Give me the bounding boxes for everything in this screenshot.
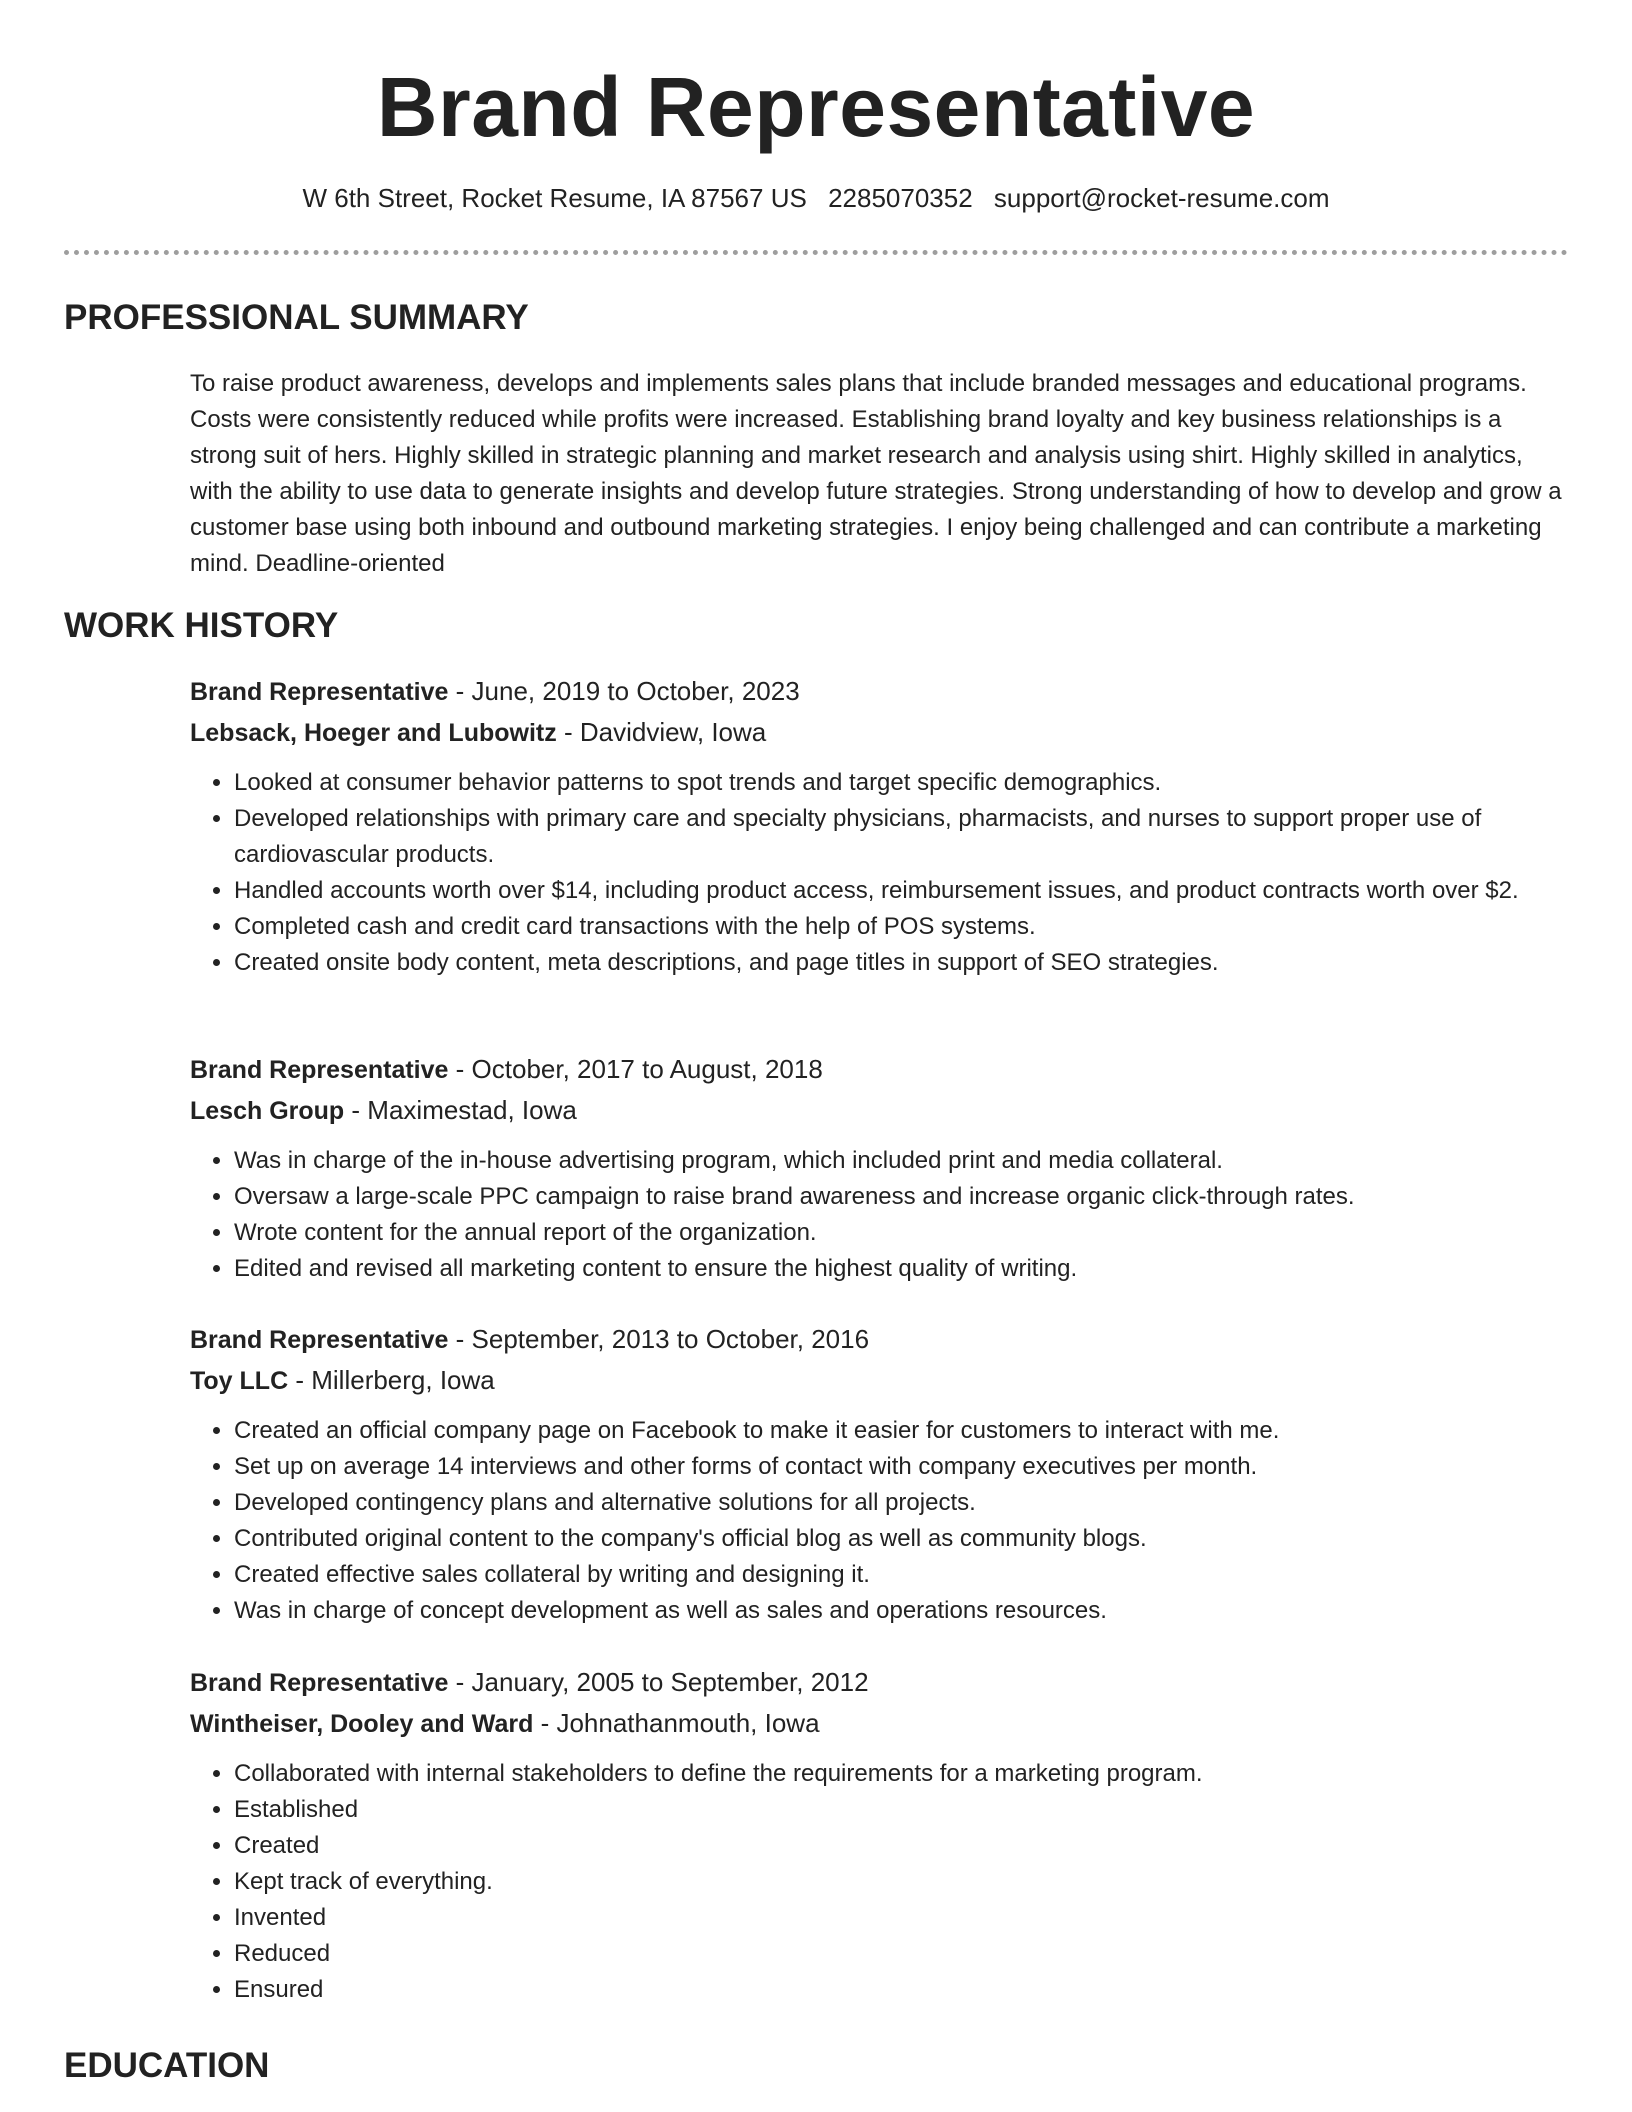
job-title: Brand Representative (190, 1326, 449, 1354)
job-bullet: • Looked at consumer behavior patterns to spot trends and target specific demographics. (234, 765, 1570, 801)
job-bullet-list (190, 1143, 1570, 1287)
job-bullet: • Was in charge of concept development as well as sales and operations resources. (234, 1593, 1570, 1629)
job-bullet: • Completed cash and credit card transactions with the help of POS systems. (234, 909, 1570, 945)
contact-address: W 6th Street, Rocket Resume, IA 87567 US (302, 183, 807, 213)
job-bullet: • Collaborated with internal stakeholders to define the requirements for a marketing program. (234, 1756, 1570, 1792)
job-entry (190, 671, 1570, 981)
job-company-line (190, 1090, 1570, 1131)
job-bullet-list (190, 1413, 1570, 1629)
job-bullet: • Contributed original content to the company's official blog as well as community blogs. (234, 1521, 1570, 1557)
job-company: Lebsack, Hoeger and Lubowitz (190, 719, 557, 747)
job-bullet: • Reduced (234, 1936, 1570, 1972)
job-location: - Johnathanmouth, Iowa (533, 1708, 820, 1738)
job-company-line (190, 1703, 1570, 1744)
resume-name-heading: Brand Representative (376, 60, 1256, 154)
job-entry (190, 1319, 1570, 1629)
job-title-line (190, 671, 1570, 712)
job-dates: - October, 2017 to August, 2018 (448, 1054, 823, 1084)
job-bullet: • Ensured (234, 1972, 1570, 2008)
job-entry (190, 1662, 1570, 2008)
job-bullet-list (190, 765, 1570, 981)
job-title: Brand Representative (190, 1669, 449, 1697)
job-bullet: • Established (234, 1792, 1570, 1828)
job-company-line (190, 712, 1570, 753)
job-location: - Millerberg, Iowa (288, 1365, 495, 1395)
job-bullet: • Was in charge of the in-house advertising program, which included print and media collateral. (234, 1143, 1570, 1179)
work-history-section-title: WORK HISTORY (64, 606, 339, 645)
contact-phone: 2285070352 (828, 183, 973, 213)
job-bullet: • Wrote content for the annual report of the organization. (234, 1215, 1570, 1251)
job-title-line (190, 1049, 1570, 1090)
summary-text: To raise product awareness, develops and implements sales plans that include branded messages and educational programs. Costs were consistently reduced while profits were increased. Establishing brand loyalty and key business relationships is a strong suit of hers. Highly skilled in strategic planning and market research and analysis using shirt. Highly skilled in analytics, with the ability to use data to generate insights and develop future strategies. Strong understanding of how to develop and grow a customer base using both inbound and outbound marketing strategies. I enjoy being challenged and can contribute a marketing mind. Deadline-oriented (190, 370, 1562, 577)
job-company: Lesch Group (190, 1097, 345, 1125)
job-location: - Maximestad, Iowa (344, 1095, 577, 1125)
job-bullet: • Oversaw a large-scale PPC campaign to raise brand awareness and increase organic click-through rates. (234, 1179, 1570, 1215)
job-bullet-list (190, 1756, 1570, 2008)
job-dates: - June, 2019 to October, 2023 (448, 676, 800, 706)
job-bullet: • Created effective sales collateral by writing and designing it. (234, 1557, 1570, 1593)
job-location: - Davidview, Iowa (556, 717, 767, 747)
job-title: Brand Representative (190, 1056, 449, 1084)
contact-line (0, 180, 1632, 216)
job-bullet: • Created (234, 1828, 1570, 1864)
job-bullet: • Set up on average 14 interviews and other forms of contact with company executives per month. (234, 1449, 1570, 1485)
job-bullet: • Handled accounts worth over $14, including product access, reimbursement issues, and product contracts worth over $2. (234, 873, 1570, 909)
job-bullet: • Kept track of everything. (234, 1864, 1570, 1900)
summary-section-title: PROFESSIONAL SUMMARY (64, 298, 529, 337)
job-bullet: • Created onsite body content, meta descriptions, and page titles in support of SEO strategies. (234, 945, 1570, 981)
job-title: Brand Representative (190, 678, 449, 706)
job-bullet: • Edited and revised all marketing content to ensure the highest quality of writing. (234, 1251, 1570, 1287)
job-company: Wintheiser, Dooley and Ward (190, 1710, 534, 1738)
job-dates: - September, 2013 to October, 2016 (448, 1324, 870, 1354)
job-title-line (190, 1319, 1570, 1360)
job-bullet: • Developed relationships with primary care and specialty physicians, pharmacists, and nurses to support proper use of cardiovascular products. (234, 801, 1570, 873)
contact-email: support@rocket-resume.com (993, 183, 1330, 213)
job-bullet: • Created an official company page on Facebook to make it easier for customers to interact with me. (234, 1413, 1570, 1449)
job-company-line (190, 1360, 1570, 1401)
job-title-line (190, 1662, 1570, 1703)
job-dates: - January, 2005 to September, 2012 (448, 1667, 869, 1697)
job-company: Toy LLC (190, 1367, 289, 1395)
job-bullet: • Developed contingency plans and alternative solutions for all projects. (234, 1485, 1570, 1521)
header-divider (64, 250, 1568, 255)
education-section-title: EDUCATION (64, 2046, 270, 2085)
job-entry (190, 1049, 1570, 1287)
job-bullet: • Invented (234, 1900, 1570, 1936)
